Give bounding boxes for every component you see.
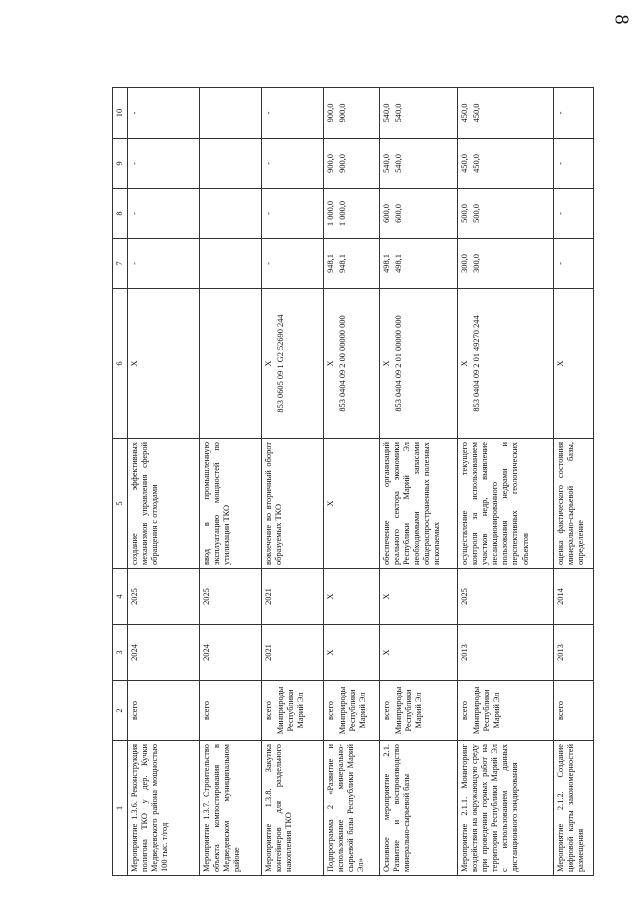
value-cell: - <box>128 189 200 239</box>
table-row <box>458 88 554 876</box>
end-year-cell: Х <box>324 569 380 625</box>
measure-name: Мероприятие 1.3.7. Строительство объекта компостирования в Медведевском муниципальном районе <box>200 741 262 876</box>
measure-name: Мероприятие 1.3.8. Закупка контейнеров для раздельного накопления ТКО <box>262 741 324 876</box>
value-cell <box>200 139 262 189</box>
result-cell: оценка фактического состояния минерально-сырьевой базы, определение <box>554 439 594 569</box>
measure-name: Основное мероприятие 2.1. Развитие и воспроизводство минерально-сырьевой базы <box>380 741 458 876</box>
result-cell: Х <box>324 439 380 569</box>
executor-cell: всего Минприроды Республики Марий Эл <box>324 681 380 741</box>
end-year-cell: 2025 <box>200 569 262 625</box>
start-year-cell: 2021 <box>262 625 324 681</box>
start-year-cell: 2024 <box>200 625 262 681</box>
value-cell: - <box>262 139 324 189</box>
table-row <box>262 88 324 876</box>
table-row <box>200 88 262 876</box>
col-header: 8 <box>113 189 128 239</box>
col-header: 6 <box>113 289 128 439</box>
executor-cell: всего Минприроды Республики Марий Эл <box>458 681 554 741</box>
value-cell: - <box>262 239 324 289</box>
value-cell: 450,0 450,0 <box>458 88 554 139</box>
value-cell: 500,0 500,0 <box>458 189 554 239</box>
budget-code-cell: Х 853 0404 09 2 00 00000 000 <box>324 289 380 439</box>
value-cell: 450,0 450,0 <box>458 139 554 189</box>
value-cell <box>200 239 262 289</box>
rotated-page <box>112 88 620 876</box>
end-year-cell: Х <box>380 569 458 625</box>
table-row <box>324 88 380 876</box>
measure-name: Мероприятие 1.3.6. Реконструкция полигона ТКО у дер. Кучки Медведевского района мощностью 100 тыс. т/год <box>128 741 200 876</box>
result-cell: создание эффективных механизмов управления сферой обращения с отходами <box>128 439 200 569</box>
col-header: 9 <box>113 139 128 189</box>
budget-code-cell: Х <box>554 289 594 439</box>
program-table <box>112 87 594 876</box>
subprogram-name: Подпрограмма 2 «Развитие и использование минерально-сырьевой базы Республики Марий Эл» <box>324 741 380 876</box>
executor-cell: всего <box>554 681 594 741</box>
col-header: 7 <box>113 239 128 289</box>
start-year-cell: 2013 <box>554 625 594 681</box>
col-header: 2 <box>113 681 128 741</box>
start-year-cell: 2024 <box>128 625 200 681</box>
col-header: 4 <box>113 569 128 625</box>
value-cell: - <box>128 139 200 189</box>
value-cell <box>200 88 262 139</box>
start-year-cell: Х <box>324 625 380 681</box>
value-cell: 948,1 948,1 <box>324 239 380 289</box>
end-year-cell: 2014 <box>554 569 594 625</box>
value-cell <box>200 189 262 239</box>
value-cell: 900,0 900,0 <box>324 88 380 139</box>
result-cell: обеспечение организаций реального сектора экономики Республики Марий Эл необходимыми запасами общераспространенных полезных ископаемых <box>380 439 458 569</box>
value-cell: 600,0 600,0 <box>380 189 458 239</box>
col-header: 5 <box>113 439 128 569</box>
table-row <box>380 88 458 876</box>
executor-cell: всего <box>128 681 200 741</box>
budget-code-cell: Х <box>128 289 200 439</box>
budget-code-cell: Х 853 0404 09 2 01 00000 000 <box>380 289 458 439</box>
executor-cell: всего Минприроды Республики Марий Эл <box>380 681 458 741</box>
budget-code-cell: Х 853 0605 09 1 G2 52690 244 <box>262 289 324 439</box>
value-cell: - <box>262 189 324 239</box>
budget-code-cell: Х 853 0404 09 2 01 49270 244 <box>458 289 554 439</box>
col-header: 1 <box>113 741 128 876</box>
measure-name: Мероприятие 2.1.2. Создание цифровой карты закономерностей размещения <box>554 741 594 876</box>
value-cell: - <box>554 239 594 289</box>
value-cell: - <box>554 88 594 139</box>
end-year-cell: 2021 <box>262 569 324 625</box>
end-year-cell: 2025 <box>458 569 554 625</box>
page-number: 8 <box>610 14 633 25</box>
value-cell: - <box>262 88 324 139</box>
value-cell: - <box>128 239 200 289</box>
value-cell: 498,1 498,1 <box>380 239 458 289</box>
result-cell: вовлечение во вторичный оборот образуемых ТКО <box>262 439 324 569</box>
start-year-cell: Х <box>380 625 458 681</box>
value-cell: 900,0 900,0 <box>324 139 380 189</box>
col-header: 10 <box>113 88 128 139</box>
table-row <box>554 88 594 876</box>
result-cell: осуществление текущего контроля за использованием участков недр, выявление несанкционированного пользования недрами и перспективных геологических объектов <box>458 439 554 569</box>
value-cell: 300,0 300,0 <box>458 239 554 289</box>
executor-cell: всего Минприроды Республики Марий Эл <box>262 681 324 741</box>
table-row <box>128 88 200 876</box>
budget-code-cell <box>200 289 262 439</box>
value-cell: - <box>128 88 200 139</box>
value-cell: - <box>554 139 594 189</box>
measure-name: Мероприятие 2.1.1. Мониторинг воздействия на окружающую среду при проведении горных работ на территории Республики Марий Эл с использованием данных дистанционного зондирования <box>458 741 554 876</box>
start-year-cell: 2013 <box>458 625 554 681</box>
col-header: 3 <box>113 625 128 681</box>
header-row <box>113 88 128 876</box>
value-cell: 540,0 540,0 <box>380 88 458 139</box>
value-cell: 1 000,0 1 000,0 <box>324 189 380 239</box>
executor-cell: всего <box>200 681 262 741</box>
value-cell: 540,0 540,0 <box>380 139 458 189</box>
value-cell: - <box>554 189 594 239</box>
end-year-cell: 2025 <box>128 569 200 625</box>
result-cell: ввод в промышленную эксплуатацию мощностей по утилизации ТКО <box>200 439 262 569</box>
